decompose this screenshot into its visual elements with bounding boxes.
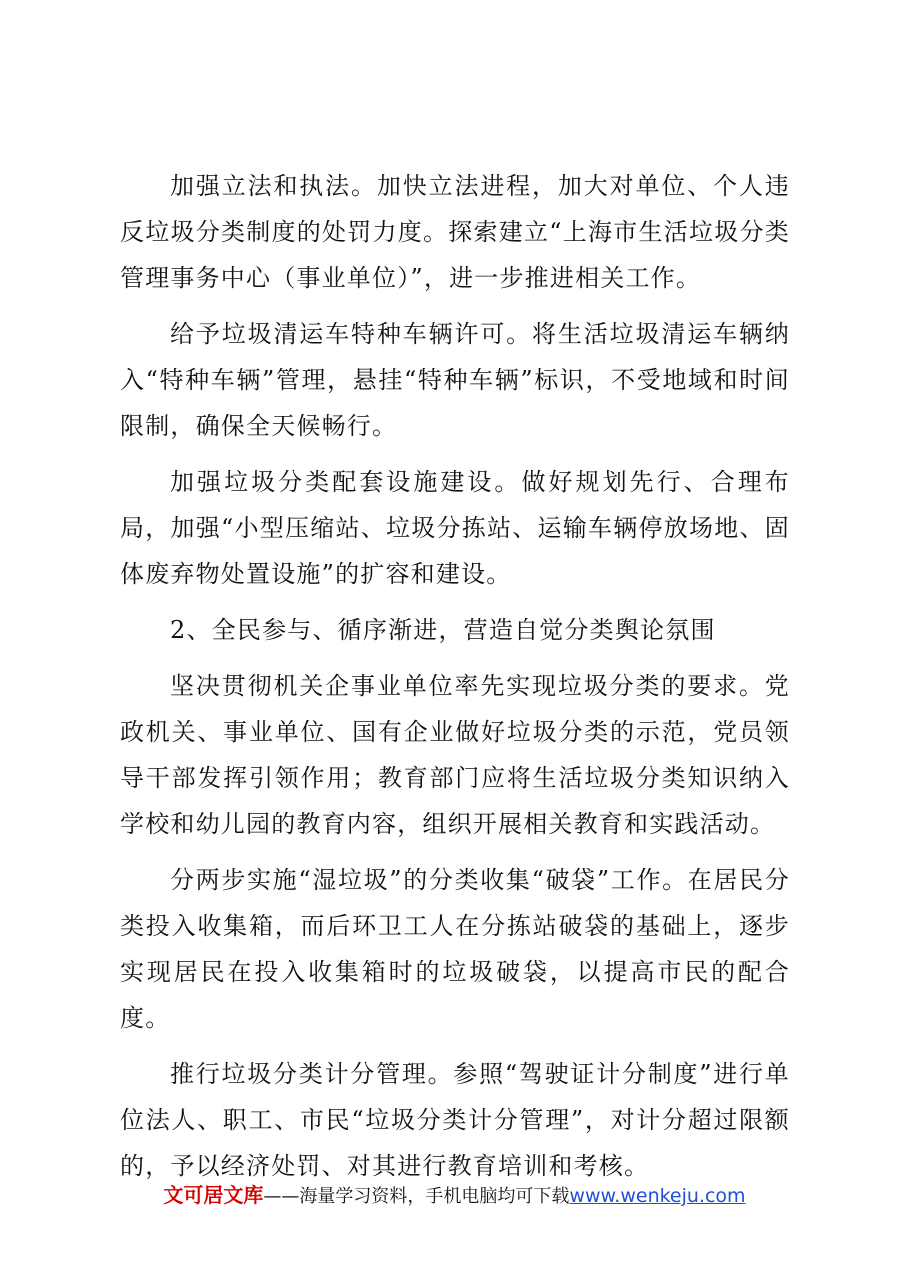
paragraph-legislation: 加强立法和执法。加快立法进程，加大对单位、个人违反垃圾分类制度的处罚力度。探索建立“上海市生活垃圾分类管理事务中心（事业单位）”，进一步推进相关工作。 xyxy=(120,172,790,292)
document-body xyxy=(120,163,790,1189)
paragraph-special-vehicle: 给予垃圾清运车特种车辆许可。将生活垃圾清运车辆纳入“特种车辆”管理，悬挂“特种车辆”标识，不受地域和时间限制，确保全天候畅行。 xyxy=(120,320,790,440)
footer-banner xyxy=(0,1181,909,1211)
footer-slogan: ——海量学习资料，手机电脑均可下载 xyxy=(263,1186,570,1207)
footer-url-link[interactable]: www.wenkeju.com xyxy=(569,1185,746,1207)
section-heading: 2、全民参与、循序渐进，营造自觉分类舆论氛围 xyxy=(170,616,716,644)
paragraph-facilities: 加强垃圾分类配套设施建设。做好规划先行、合理布局，加强“小型压缩站、垃圾分拣站、运输车辆停放场地、固体废弃物处置设施”的扩容和建设。 xyxy=(120,468,790,588)
paragraph-wet-waste: 分两步实施“湿垃圾”的分类收集“破袋”工作。在居民分类投入收集箱，而后环卫工人在分拣站破袋的基础上，逐步实现居民在投入收集箱时的垃圾破袋，以提高市民的配合度。 xyxy=(120,866,790,1032)
paragraph-points-management: 推行垃圾分类计分管理。参照“驾驶证计分制度”进行单位法人、职工、市民“垃圾分类计分管理”，对计分超过限额的，予以经济处罚、对其进行教育培训和考核。 xyxy=(120,1060,790,1180)
footer-brand: 文可居文库 xyxy=(163,1183,264,1207)
paragraph-institutions: 坚决贯彻机关企事业单位率先实现垃圾分类的要求。党政机关、事业单位、国有企业做好垃圾分类的示范，党员领导干部发挥引领作用；教育部门应将生活垃圾分类知识纳入学校和幼儿园的教育内容，组织开展相关教育和实践活动。 xyxy=(120,672,790,838)
